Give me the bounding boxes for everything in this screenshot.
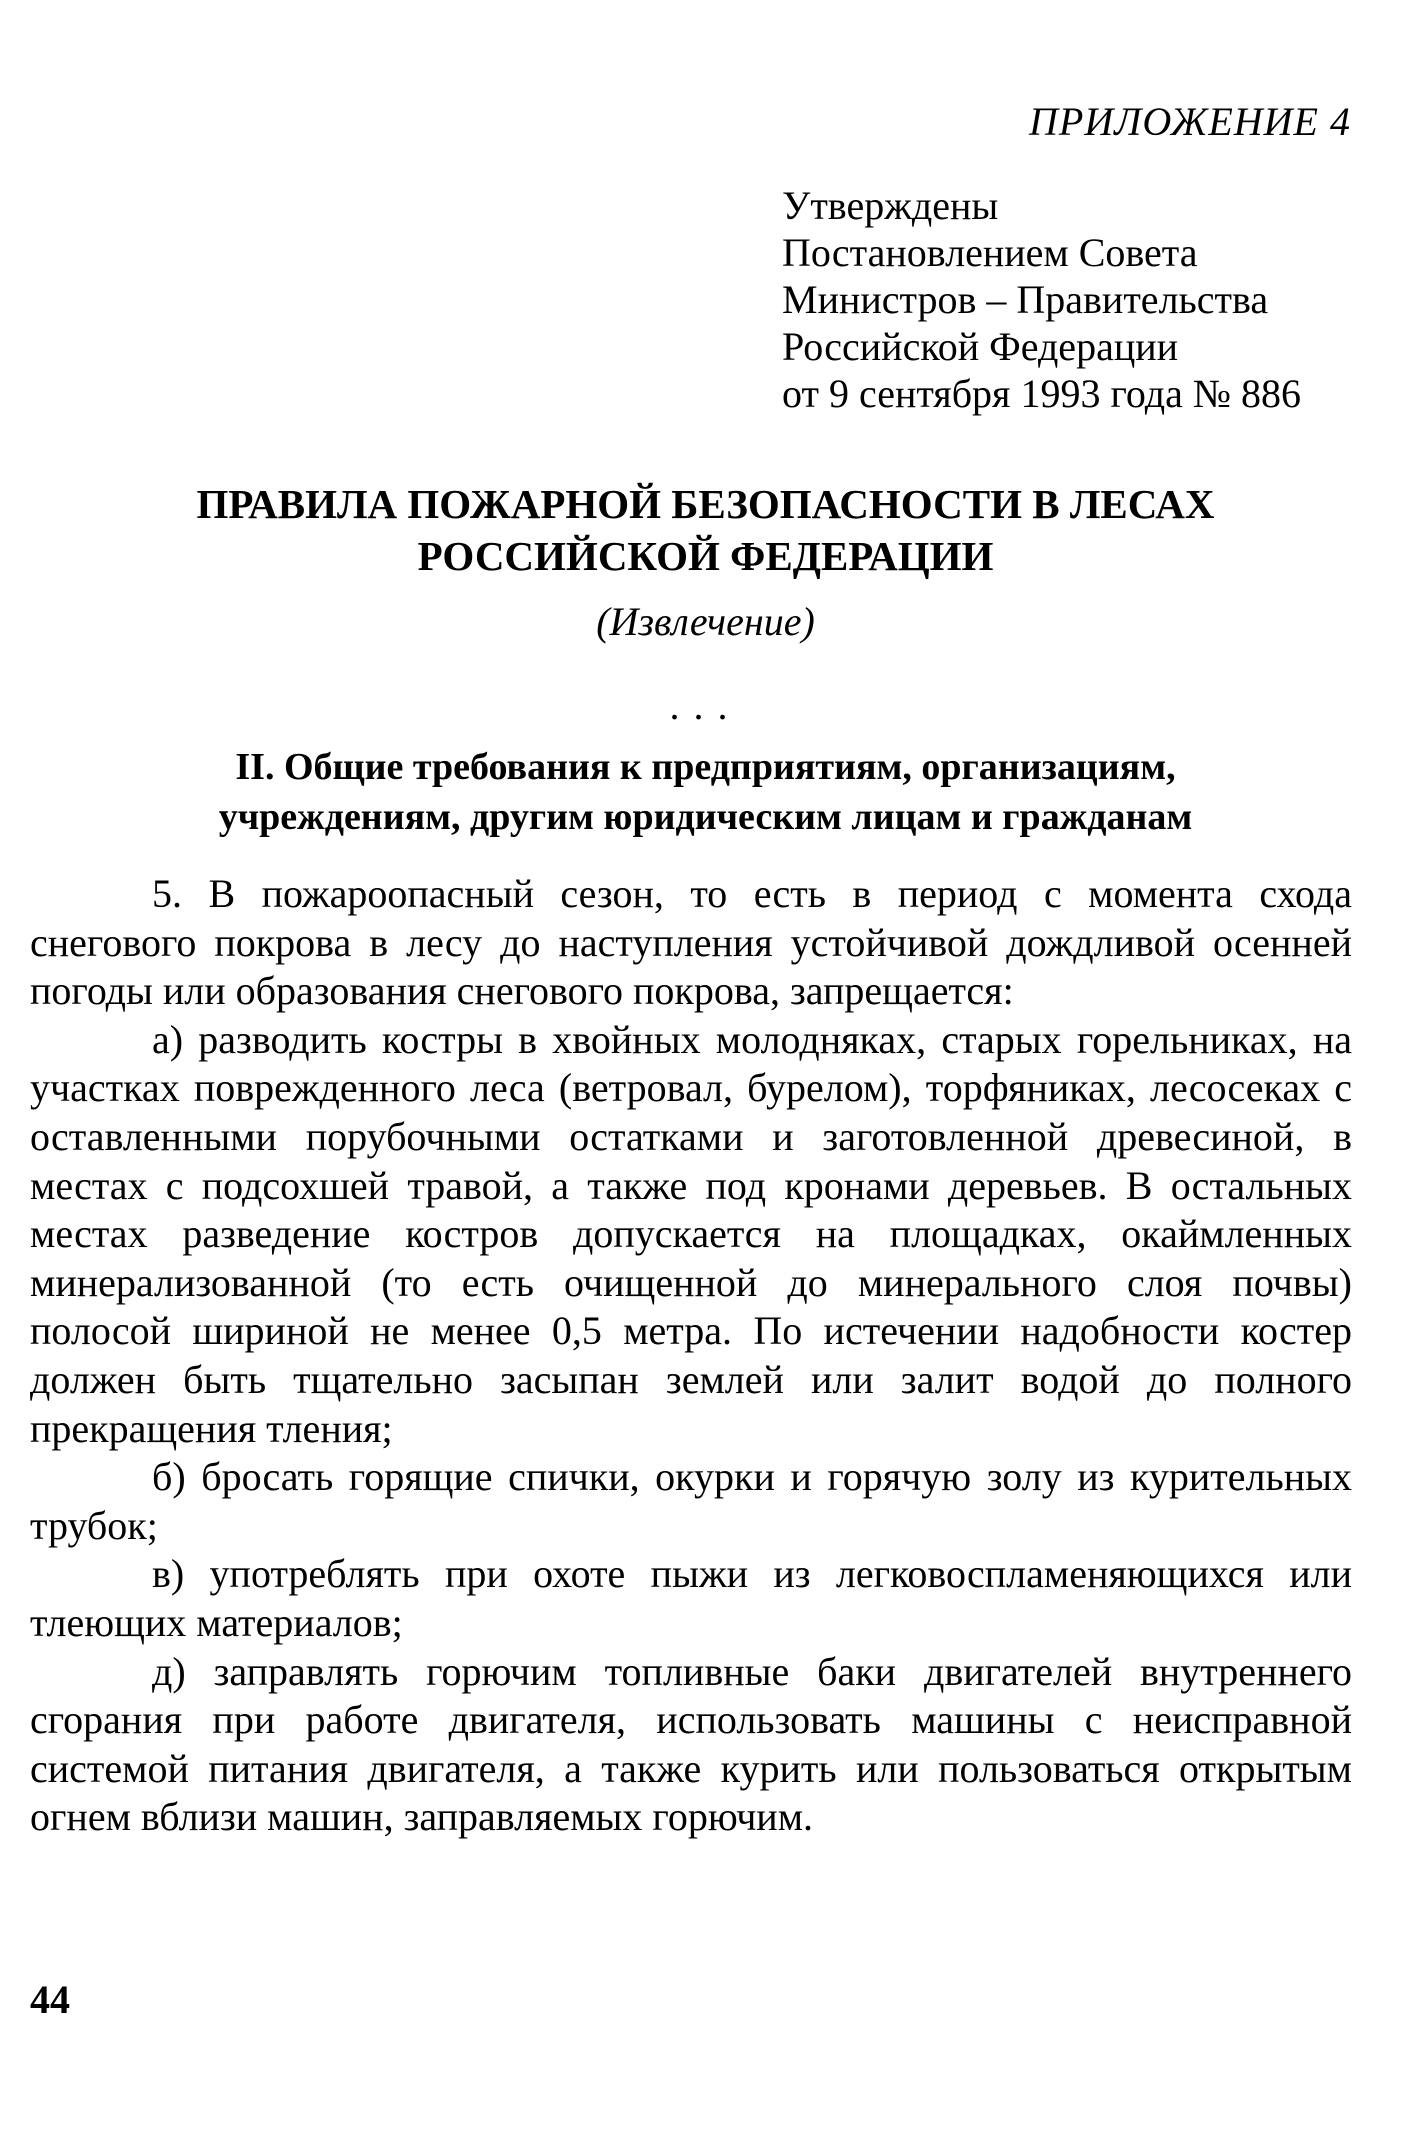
body-text	[30, 870, 1352, 1842]
approval-block	[782, 182, 1301, 417]
approval-line: Утверждены	[782, 183, 999, 228]
approval-line: Российской Федерации	[782, 324, 1179, 369]
page-number: 44	[30, 1977, 70, 2022]
section-heading-line-1: II. Общие требования к предприятиям, организациям,	[235, 746, 1176, 788]
document-title	[0, 478, 1411, 582]
approval-line: от 9 сентября 1993 года № 886	[782, 371, 1301, 416]
title-line-1: ПРАВИЛА ПОЖАРНОЙ БЕЗОПАСНОСТИ В ЛЕСАХ	[196, 481, 1215, 527]
approval-line: Министров – Правительства	[782, 277, 1269, 322]
approval-line: Постановлением Совета	[782, 230, 1198, 275]
section-heading	[0, 742, 1411, 842]
section-heading-line-2: учреждениям, другим юридическим лицам и гражданам	[218, 796, 1193, 838]
document-subtitle: (Извлечение)	[596, 599, 815, 644]
omission-ellipsis: ...	[669, 683, 742, 728]
paragraph-item-v: в) употреблять при охоте пыжи из легковоспламеняющихся или тлеющих материалов;	[30, 1551, 1352, 1645]
title-line-2: РОССИЙСКОЙ ФЕДЕРАЦИИ	[417, 533, 994, 579]
paragraph-5: 5. В пожароопасный сезон, то есть в период с момента схода снегового покрова в лесу до наступления устойчивой дождливой осенней погоды или образования снегового покрова, запрещается:	[30, 871, 1352, 1014]
appendix-label: ПРИЛОЖЕНИЕ 4	[1029, 99, 1351, 144]
paragraph-item-d: д) заправлять горючим топливные баки двигателей внутреннего сгорания при работе двигателя, использовать машины с неисправной системой питания двигателя, а также курить или пользоваться открытым огнем вблизи машин, заправляемых горючим.	[30, 1648, 1352, 1840]
paragraph-item-b: б) бросать горящие спички, окурки и горячую золу из курительных трубок;	[30, 1454, 1352, 1548]
paragraph-item-a: а) разводить костры в хвойных молодняках, старых горельниках, на участках поврежденного леса (ветровал, бурелом), торфяниках, лесосеках с оставленными порубочными остатками и заготовленной древесиной, в местах с подсохшей травой, а также под кронами деревьев. В остальных местах разведение костров допускается на площадках, окаймленных минерализованной (то есть очищенной до минерального слоя почвы) полосой шириной не менее 0,5 метра. По истечении надобности костер должен быть тщательно засыпан землей или залит водой до полного прекращения тления;	[30, 1016, 1352, 1451]
